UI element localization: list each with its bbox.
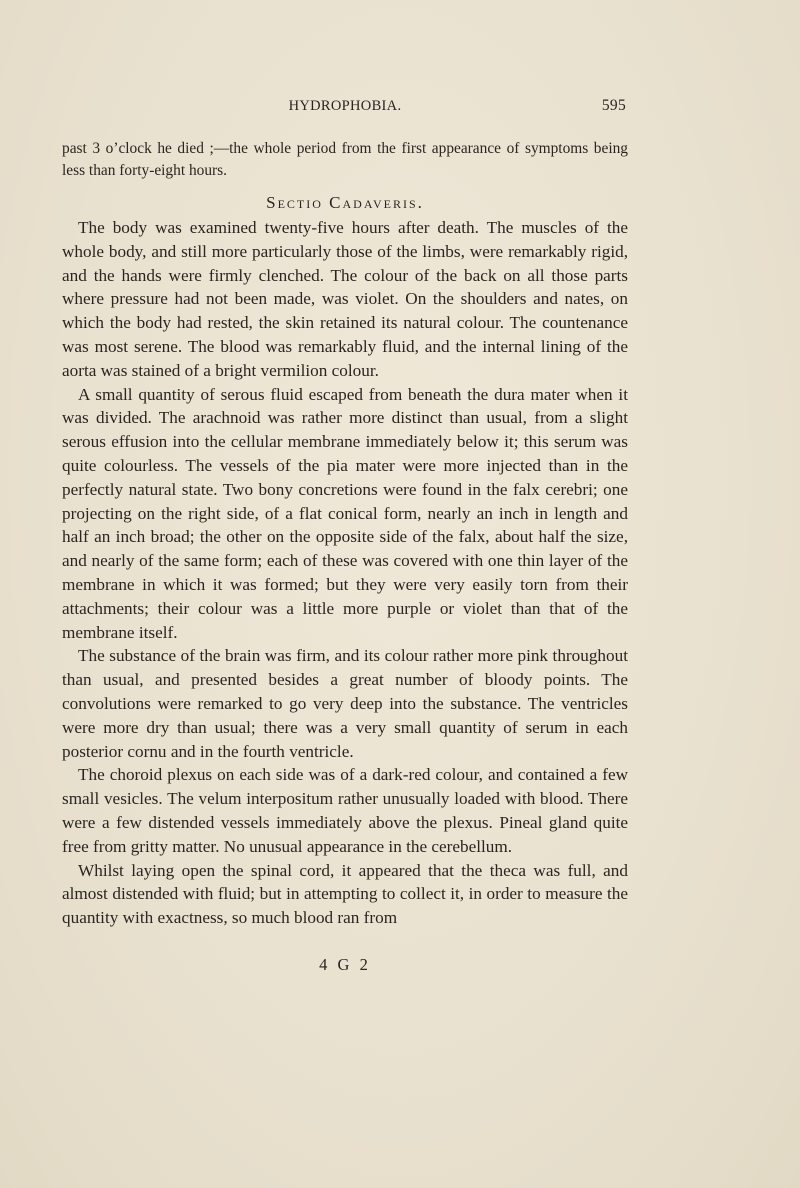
intro-paragraph: past 3 o’clock he died ;—the whole period from the first appearance of symptoms being less than forty-eight hours.	[62, 140, 628, 179]
page-number: 595	[601, 97, 626, 114]
intro-paragraph-block	[62, 138, 628, 182]
paragraph-brain-substance: The substance of the brain was firm, and its colour rather more pink throughout than usual, and presented besides a great number of bloody points. The convolutions were remarked to go very deep into the substance. The ventricles were more dry than usual; there was a very small quantity of serum in each posterior cornu and in the fourth ventricle.	[62, 646, 628, 761]
paragraph-body-examination: The body was examined twenty-five hours after death. The muscles of the whole body, and still more particularly those of the limbs, were remarkably rigid, and the hands were firmly clenched. The colour of the back on all those parts where pressure had not been made, was violet. On the shoulders and nates, on which the body had rested, the skin retained its natural colour. The countenance was most serene. The blood was remarkably fluid, and the internal lining of the aorta was stained of a bright vermilion colour.	[62, 218, 628, 380]
paragraph-dura-mater: A small quantity of serous fluid escaped from beneath the dura mater when it was divided. The arachnoid was rather more distinct than usual, from a slight serous effusion into the cellular membrane immediately below it; this serum was quite colourless. The vessels of the pia mater were more injected than in the perfectly natural state. Two bony concretions were found in the falx cerebri; one projecting on the right side, of a flat conical form, nearly an inch in length and half an inch broad; the other on the opposite side of the falx, about half the size, and nearly of the same form; each of these was covered with one thin layer of the membrane in which it was formed; but they were very easily torn from their attachments; their colour was a little more purple or violet than that of the membrane itself.	[62, 384, 628, 642]
running-header	[62, 98, 628, 122]
body-text	[62, 216, 628, 930]
section-heading: Sectio Cadaveris.	[266, 193, 424, 212]
paragraph-spinal-cord: Whilst laying open the spinal cord, it appeared that the theca was full, and almost distended with fluid; but in attempting to collect it, in order to measure the quantity with exactness, so much blood ran from	[62, 860, 628, 928]
paragraph-choroid-plexus: The choroid plexus on each side was of a dark-red colour, and contained a few small vesicles. The velum interpositum rather unusually loaded with blood. There were a few distended vessels immediately above the plexus. Pineal gland quite free from gritty matter. No unusual appearance in the cerebellum.	[62, 765, 628, 856]
signature-mark: 4 G 2	[319, 955, 371, 974]
running-title: HYDROPHOBIA.	[288, 98, 402, 114]
